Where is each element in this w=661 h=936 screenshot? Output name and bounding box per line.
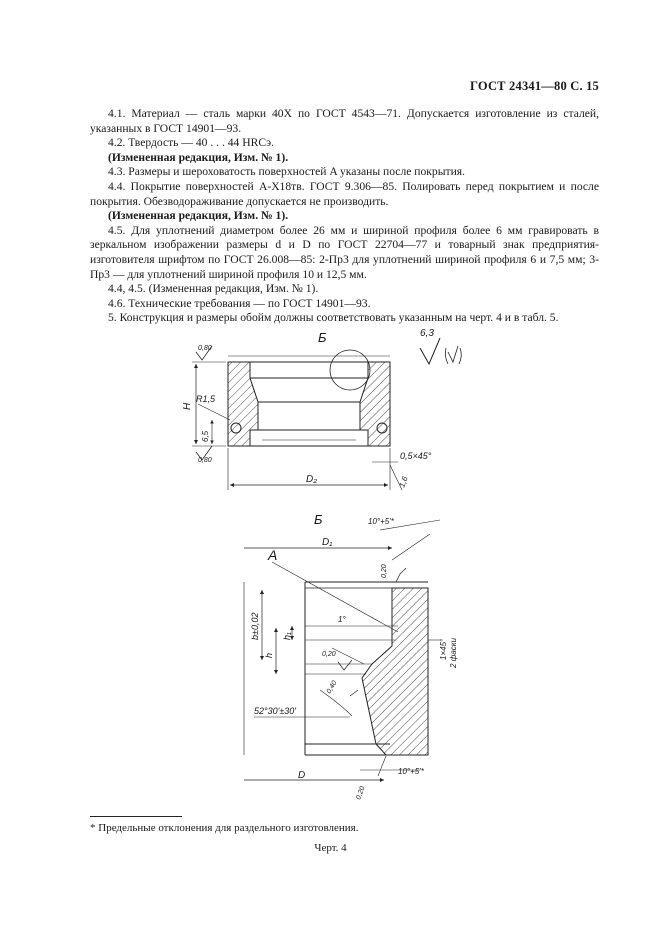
view-label-b-detail: Б xyxy=(314,512,323,527)
chamfer-note-2: 2 фаски xyxy=(449,637,458,668)
dim-small-label: 6,5 xyxy=(201,430,210,442)
dim-h-label: H xyxy=(182,402,193,410)
dim-b-label: b±0,02 xyxy=(250,612,260,640)
profile-hatch xyxy=(362,588,428,755)
roughness-1-label: 0,20 xyxy=(381,564,388,578)
right-wall-hatch xyxy=(360,362,390,446)
ring-section-labels xyxy=(182,328,434,489)
small-angle-label: 1° xyxy=(338,615,346,624)
roughness-3-label: 0,20 xyxy=(355,785,367,801)
amendment-note: (Измененная редакция, Изм. № 1). xyxy=(108,150,289,164)
view-label-b-top: Б xyxy=(318,330,327,345)
left-wall-hatch xyxy=(228,362,258,446)
roughness-bottom-label: 0,80 xyxy=(198,457,212,464)
dim-right-label: 1,6 xyxy=(397,475,410,489)
figure-caption: Черт. 4 xyxy=(314,842,347,854)
paragraph-4-2: 4.2. Твердость — 40 . . . 44 HRCэ. xyxy=(108,136,274,150)
footnote: * Предельные отклонения для раздельного изготовления. xyxy=(90,822,359,834)
angle-main-label: 52°30'±30' xyxy=(254,706,297,716)
chamfer-label: 0,5×45° xyxy=(400,451,432,461)
page-header: ГОСТ 24341—80 С. 15 xyxy=(470,79,599,93)
paragraph-4-6: 4.6. Технические требования — по ГОСТ 14901—93. xyxy=(108,296,371,310)
roughness-main-label: 6,3 xyxy=(420,328,434,339)
dim-h1-label: h₁ xyxy=(282,632,292,640)
amendment-note: (Измененная редакция, Изм. № 1). xyxy=(108,209,289,223)
chamfer-note-1: 1×45° xyxy=(439,638,448,660)
roughness-4-label: 0,40 xyxy=(325,679,339,695)
dim-d1-label: D₁ xyxy=(322,537,333,548)
paragraph-5: 5. Конструкция и размеры обойм должны соответствовать указанным на черт. 4 и в табл. 5. xyxy=(108,311,559,325)
label-a: A xyxy=(268,547,278,563)
roughness-2-label: 0,20 xyxy=(322,651,336,658)
paragraph-4-5: 4.5. Для уплотнений диаметром более 26 мм и шириной профиля более 6 мм гравировать в зеркальном изображении размеры d и D по ГОСТ 22704—77 и товарный знак предприятия-изготовителя шрифтом по ГОСТ 26.008—85: 2-Пр3 для уплотнений шириной профиля 6 и 7,5 мм; 3-Пр3 — для уплотнений шириной профиля 10 и 12,5 мм. xyxy=(90,223,599,281)
roughness-top-label: 0,80 xyxy=(198,345,212,352)
dim-h-label: h xyxy=(264,652,274,658)
paragraph-4-4: 4.4. Покрытие поверхностей А-Х18тв. ГОСТ 9.306—85. Полировать перед покрытием и после покрытия. Обезводораживание допускается не производить. xyxy=(90,179,599,208)
paragraph-4-3: 4.3. Размеры и шероховатость поверхностей A указаны после покрытия. xyxy=(108,165,465,179)
angle-bottom-label: 10°+5'* xyxy=(398,767,424,776)
footnote-divider xyxy=(90,816,182,817)
paragraph-4-4-4-5: 4.4, 4.5. (Измененная редакция, Изм. № 1). xyxy=(108,282,319,296)
radius-label: R1,5 xyxy=(196,394,216,404)
dim-d2-label: D₂ xyxy=(306,474,318,485)
dim-d-label: D xyxy=(298,770,306,781)
paragraph-4-1: 4.1. Материал — сталь марки 40Х по ГОСТ 4543—71. Допускается изготовление из сталей, указанных в ГОСТ 14901—93. xyxy=(90,107,599,135)
angle-top-label: 10°+5'* xyxy=(368,517,394,526)
ring-section-view xyxy=(192,338,461,490)
